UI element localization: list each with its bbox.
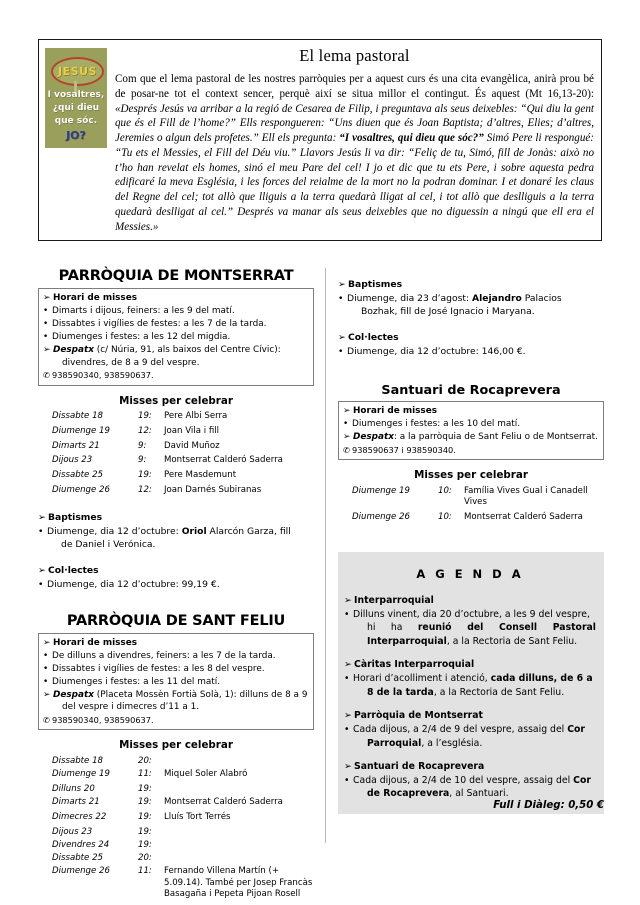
agenda-item-cont-post: , a la Rectoria de Sant Feliu. (433, 686, 565, 698)
montserrat-schedule-item-label: Dissabtes i vigílies de festes: a les 7 de la tarda. (52, 319, 267, 330)
mass-intention: Pere Masdemunt (164, 470, 237, 481)
mass-hour: 19: (138, 839, 152, 850)
right-column (338, 278, 604, 814)
arrow-marker-icon: ➢ (343, 405, 351, 416)
table-row (38, 851, 314, 864)
rocaprevera-schedule-item (343, 418, 599, 431)
montserrat-info-box (38, 288, 314, 386)
bullet-marker-icon: • (344, 673, 350, 685)
mass-intention: Lluís Tort Terrés (164, 811, 231, 822)
agenda-group-heading (344, 709, 596, 723)
santfeliu-schedule-item-label: Dissabtes i vigílies de festes: a les 8 del vespre. (52, 663, 265, 674)
table-row (338, 484, 604, 510)
bullet-marker-icon: • (38, 578, 44, 590)
mass-day: Diumenge 26 (352, 511, 410, 522)
santfeliu-office-text: (Placeta Mossèn Fortià Solà, 1): dilluns de 8 a 9 (93, 689, 308, 700)
agenda-group-item (344, 723, 596, 750)
mass-hour: 11: (138, 769, 152, 780)
mass-hour: 11: (138, 866, 152, 877)
rocaprevera-phones-label: 938590637 i 938590340. (352, 444, 456, 455)
table-row (38, 796, 314, 811)
agenda-item-emphasis: Cor (567, 724, 586, 736)
mass-intention (164, 851, 314, 864)
agenda-group-montserrat (344, 709, 596, 750)
agenda-group-heading (344, 658, 596, 672)
baptism-name: Alejandro (472, 292, 522, 304)
bullet-marker-icon: • (43, 663, 49, 674)
agenda-box (338, 552, 604, 814)
mass-hour: 9: (138, 440, 147, 451)
pastoral-motto-header (38, 39, 602, 241)
rocaprevera-info-box (338, 401, 604, 460)
mass-day: Dimarts 21 (52, 797, 100, 808)
agenda-item-cont-emphasis: reunió del Consell Pastoral Interparroquial (367, 622, 596, 647)
agenda-item-cont-post: , a la Rectoria de Sant Feliu. (446, 635, 578, 647)
arrow-marker-icon: ➢ (344, 761, 352, 773)
mass-hour: 10: (438, 511, 452, 522)
column-divider (325, 268, 326, 843)
table-row (38, 782, 314, 795)
agenda-group-rocaprevera (344, 760, 596, 801)
santfeliu-collections-section (338, 331, 604, 358)
montserrat-office-info (43, 344, 309, 370)
mass-hour: 20: (138, 756, 152, 767)
bullet-marker-icon: • (43, 306, 49, 317)
mass-day: Dijous 23 (52, 455, 93, 466)
right-baptisms-heading (338, 278, 604, 292)
santfeliu-parish-title: PARRÒQUIA DE SANT FELIU (66, 612, 286, 629)
arrow-marker-icon: ➢ (344, 710, 352, 722)
baptism-date: Diumenge, dia 23 d’agost: (347, 292, 472, 304)
mass-intention: David Muñoz (164, 440, 220, 451)
pastoral-motto-text (115, 72, 594, 234)
table-row (38, 410, 314, 425)
santfeliu-schedule-heading-label: Horari de misses (53, 637, 138, 648)
mass-hour: 10: (438, 485, 452, 496)
mass-intention: Pere Albi Serra (164, 411, 228, 422)
motto-quote-part-2: Simó Pere li respongué: “Tu ets el Messies, el Fill del Déu viu.” Llavors Jesús li va dir: “Feliç de tu, Simó, fill de Jonàs: això no t’ho han revelat els homes, sinó el meu Pare del cel! I jo et dic que tu ets Pere, i sobre aquesta pedra edificaré la meva Església, i les forces del reialme de la mort no la podran dominar. I et donaré les claus del Regne del cel; tot allò que lliguis a la terra quedarà lligat al cel, i tot allò que deslliguis a la terra quedarà deslligat al cel.” Després va manar als seus deixebles que no diguessin a ningú que ell era el Messies.» (115, 132, 594, 233)
montserrat-schedule-item (43, 331, 309, 344)
rocaprevera-phones (343, 444, 599, 456)
pastoral-logo-image (45, 48, 107, 148)
mass-day: Dissabte 18 (52, 756, 104, 767)
montserrat-baptisms-heading-label: Baptismes (48, 511, 103, 523)
phone-icon: ✆ (343, 444, 350, 455)
agenda-group-item (344, 774, 596, 801)
santfeliu-schedule-item (43, 663, 309, 676)
table-row (38, 768, 314, 783)
agenda-group-heading (344, 594, 596, 608)
rocaprevera-office-text: : a la parròquia de Sant Feliu o de Montserrat. (393, 431, 598, 442)
montserrat-masses-title: Misses per celebrar (119, 394, 233, 407)
mass-day: Dissabte 25 (52, 852, 104, 863)
agenda-item-cont-post: , a l’església. (421, 737, 483, 749)
arrow-marker-icon: ➢ (43, 689, 51, 700)
bullet-marker-icon: • (344, 775, 350, 787)
bullet-marker-icon: • (338, 292, 344, 304)
mass-intention: Fernando Villena Martín (+ 5.09.14). També per Josep Francàs Basagaña i Pepeta Pijoan Rosell (164, 866, 313, 900)
agenda-group-caritas (344, 658, 596, 699)
mass-intention (164, 825, 314, 838)
mass-intention: Miquel Soler Alabró (164, 769, 248, 780)
bullet-marker-icon: • (43, 651, 49, 662)
agenda-item-cont-emphasis: de Rocaprevera (367, 788, 450, 800)
montserrat-phones-label: 938590340, 938590637. (52, 370, 154, 381)
table-row (38, 864, 314, 902)
jesus-oval-icon (51, 57, 104, 86)
agenda-item-emphasis: Cor (573, 775, 591, 787)
mass-hour: 19: (138, 411, 152, 422)
mass-day: Diumenge 19 (52, 426, 110, 437)
page-title: El lema pastoral (299, 46, 410, 65)
table-row (338, 510, 604, 525)
montserrat-office-label: Despatx (53, 344, 94, 355)
agenda-group-heading-label: Interparroquial (354, 594, 434, 606)
agenda-item-emphasis: cada dilluns, de 6 a (490, 673, 593, 685)
logo-line-1: I vosaltres, (47, 90, 105, 100)
montserrat-collections-heading-label: Col·lectes (48, 564, 99, 576)
right-collections-heading (338, 331, 604, 345)
arrow-marker-icon: ➢ (344, 594, 352, 606)
phone-icon: ✆ (43, 715, 50, 726)
mass-hour: 19: (138, 797, 152, 808)
mass-day: Dimarts 21 (52, 440, 100, 451)
mass-day: Divendres 24 (52, 839, 110, 850)
table-row (38, 810, 314, 825)
bullet-marker-icon: • (344, 724, 350, 736)
montserrat-schedule-item-label: Diumenges i festes: a les 12 del migdia. (52, 331, 231, 342)
agenda-item-cont-post: , al Santuari. (449, 788, 509, 800)
santfeliu-office-label: Despatx (53, 689, 94, 700)
right-collections-heading-label: Col·lectes (348, 331, 399, 343)
right-baptism-entry (338, 292, 604, 318)
santfeliu-phones (43, 714, 309, 726)
montserrat-office-continuation: divendres, de 8 a 9 del vespre. (62, 357, 200, 368)
baptism-parents: de Daniel i Verónica. (61, 538, 156, 550)
arrow-marker-icon: ➢ (338, 331, 346, 343)
right-baptisms-heading-label: Baptismes (348, 279, 403, 290)
table-row (38, 424, 314, 439)
arrow-marker-icon: ➢ (338, 279, 346, 290)
agenda-item-cont-pre: hi ha (367, 622, 418, 634)
santfeliu-schedule-item-label: De dilluns a divendres, feiners: a les 7 de la tarda. (52, 651, 276, 662)
bullet-marker-icon: • (38, 525, 44, 537)
motto-quote-part-1: «Després Jesús va arribar a la regió de Cesarea de Filip, i preguntava als seus deixebles: “Qui diu la gent que és el Fill de l’home?” Ells respongueren: “Uns diuen que és Joan Baptista; d’altres, Elies; d’altres, Jeremies o algun dels profetes.” Ell els pregunta: (115, 102, 594, 144)
mass-hour: 19: (138, 783, 152, 794)
mass-day: Dissabte 25 (52, 470, 104, 481)
agenda-group-heading (344, 760, 596, 774)
logo-line-4: JO? (66, 129, 86, 142)
mass-intention (164, 782, 314, 795)
publication-price: Full i Diàleg: 0,50 € (493, 800, 604, 811)
montserrat-parish-title: PARRÒQUIA DE MONTSERRAT (58, 268, 294, 284)
arrow-marker-icon: ➢ (38, 511, 46, 523)
motto-intro: Com que el lema pastoral de les nostres parròquies per a aquest curs és una cita evangèlica, anirà prou bé de posar-ne tot el context sencer, perquè així se situa millor el contingut. És aquest (Mt 16,13-20): (115, 73, 594, 100)
mass-intention (164, 754, 314, 767)
mass-day: Dissabte 18 (52, 411, 104, 422)
baptism-date: Diumenge, dia 12 d’octubre: (47, 525, 182, 537)
agenda-item-cont-emphasis: Parroquial (367, 737, 422, 749)
montserrat-schedule-item-label: Dimarts i dijous, feiners: a les 9 del matí. (52, 306, 235, 317)
collection-amount: Diumenge, dia 12 d’octubre: 99,19 €. (47, 578, 220, 590)
arrow-marker-icon: ➢ (43, 344, 51, 355)
arrow-marker-icon: ➢ (43, 637, 51, 648)
mass-hour: 12: (138, 484, 152, 495)
arrow-marker-icon: ➢ (343, 431, 351, 442)
montserrat-baptisms-section (38, 511, 314, 551)
santfeliu-schedule-item-label: Diumenges i festes: a les 11 del matí. (52, 676, 221, 687)
rocaprevera-masses-table (338, 484, 604, 525)
motto-quote-emphasis: “I vosaltres, qui dieu que sóc?” (339, 132, 484, 144)
bullet-marker-icon: • (344, 608, 350, 620)
montserrat-collections-section (38, 564, 314, 591)
rocaprevera-schedule-item-label: Diumenges i festes: a les 10 del matí. (352, 419, 521, 430)
santfeliu-schedule-heading (43, 637, 309, 650)
phone-icon: ✆ (43, 370, 50, 381)
logo-oval-text: JESÚS (58, 65, 97, 78)
agenda-group-interparroquial (344, 594, 596, 648)
mass-hour: 19: (138, 811, 152, 822)
header-text-block (115, 45, 594, 234)
collection-amount: Diumenge, dia 12 d’octubre: 146,00 €. (347, 345, 526, 357)
bullet-marker-icon: • (343, 419, 349, 430)
santfeliu-info-box (38, 633, 314, 731)
montserrat-schedule-item (43, 318, 309, 331)
arrow-marker-icon: ➢ (38, 564, 46, 576)
santfeliu-masses-table (38, 754, 314, 902)
rocaprevera-title: Santuari de Rocaprevera (381, 382, 561, 398)
montserrat-office-text: (c/ Núria, 91, als baixos del Centre Cívic): (93, 344, 281, 355)
agenda-item-cont-emphasis: 8 de la tarda (367, 686, 434, 698)
mass-intention: Joan Vila i fill (164, 426, 220, 437)
agenda-group-item (344, 672, 596, 699)
right-collection-entry (338, 345, 604, 358)
agenda-item-text: Dilluns vinent, dia 20 d’octubre, a les 9 del vespre, (353, 608, 590, 620)
montserrat-collections-heading (38, 564, 314, 578)
agenda-group-heading-label: Parròquia de Montserrat (354, 710, 483, 722)
agenda-group-item (344, 608, 596, 648)
mass-hour: 19: (138, 470, 152, 481)
table-row (38, 825, 314, 838)
mass-day: Dimecres 22 (52, 811, 107, 822)
agenda-item-continuation (344, 787, 596, 800)
mass-day: Diumenge 26 (52, 484, 110, 495)
montserrat-schedule-heading (43, 292, 309, 305)
table-row (38, 838, 314, 851)
arrow-marker-icon: ➢ (43, 293, 51, 303)
rocaprevera-schedule-heading (343, 405, 599, 418)
montserrat-phones (43, 369, 309, 381)
mass-hour: 12: (138, 426, 152, 437)
mass-intention (164, 838, 314, 851)
santfeliu-baptisms-section (338, 278, 604, 318)
bullet-marker-icon: • (43, 676, 49, 687)
agenda-item-text: Horari d’acolliment i atenció, (353, 673, 491, 685)
agenda-item-continuation (344, 686, 596, 699)
mass-day: Diumenge 19 (352, 485, 410, 496)
mass-intention: Montserrat Calderó Saderra (464, 511, 583, 522)
santfeliu-office-info (43, 689, 309, 715)
santfeliu-masses-title: Misses per celebrar (119, 739, 233, 752)
mass-intention: Família Vives Gual i Canadell Vives (464, 485, 588, 508)
agenda-group-heading-label: Santuari de Rocaprevera (354, 761, 485, 773)
bullet-marker-icon: • (43, 331, 49, 342)
montserrat-schedule-item (43, 305, 309, 318)
table-row (38, 483, 314, 498)
baptism-parents: Bozhak, fill de José Ignacio i Maryana. (361, 305, 535, 317)
montserrat-collection-entry (38, 578, 314, 591)
mass-day: Dilluns 20 (52, 783, 95, 794)
table-row (38, 454, 314, 469)
left-column (38, 268, 314, 902)
arrow-marker-icon: ➢ (344, 659, 352, 671)
montserrat-masses-table (38, 410, 314, 498)
mass-hour: 20: (138, 852, 152, 863)
table-row (38, 754, 314, 767)
montserrat-baptisms-heading (38, 511, 314, 525)
mass-day: Diumenge 19 (52, 769, 110, 780)
agenda-item-continuation (344, 621, 596, 648)
mass-intention: Montserrat Calderó Saderra (164, 797, 283, 808)
santfeliu-office-continuation: del vespre i dimecres d’11 a 1. (62, 702, 200, 713)
mass-hour: 19: (138, 826, 152, 837)
montserrat-schedule-heading-label: Horari de misses (53, 293, 138, 303)
rocaprevera-office-info (343, 431, 599, 444)
santfeliu-phones-label: 938590340, 938590637. (52, 715, 154, 726)
mass-intention: Montserrat Calderó Saderra (164, 455, 283, 466)
bullet-marker-icon: • (338, 345, 344, 357)
mass-hour: 9: (138, 455, 147, 466)
table-row (38, 469, 314, 484)
rocaprevera-schedule-heading-label: Horari de misses (353, 405, 438, 416)
mass-day: Diumenge 26 (52, 866, 110, 877)
agenda-group-heading-label: Càritas Interparroquial (354, 659, 475, 671)
agenda-item-text: Cada dijous, a 2/4 de 10 del vespre, assaig del (353, 775, 574, 787)
agenda-title: A G E N D A (416, 566, 524, 581)
rocaprevera-office-label: Despatx (353, 431, 394, 442)
mass-intention: Joan Darnés Subiranas (164, 484, 262, 495)
logo-line-2: ¿qui dieu (52, 103, 100, 113)
bullet-marker-icon: • (43, 319, 49, 330)
agenda-item-continuation (344, 737, 596, 750)
mass-day: Dijous 23 (52, 826, 93, 837)
rocaprevera-masses-title: Misses per celebrar (414, 469, 528, 482)
logo-line-3: que sóc. (54, 116, 98, 126)
baptism-surname: Alarcón Garza, fill (206, 525, 291, 537)
santfeliu-schedule-item (43, 650, 309, 663)
baptism-name: Oriol (181, 525, 207, 537)
santfeliu-schedule-item (43, 676, 309, 689)
baptism-surname: Palacios (521, 292, 562, 304)
table-row (38, 439, 314, 454)
agenda-item-text: Cada dijous, a 2/4 de 9 del vespre, assaig del (353, 724, 568, 736)
montserrat-baptism-entry (38, 525, 314, 551)
